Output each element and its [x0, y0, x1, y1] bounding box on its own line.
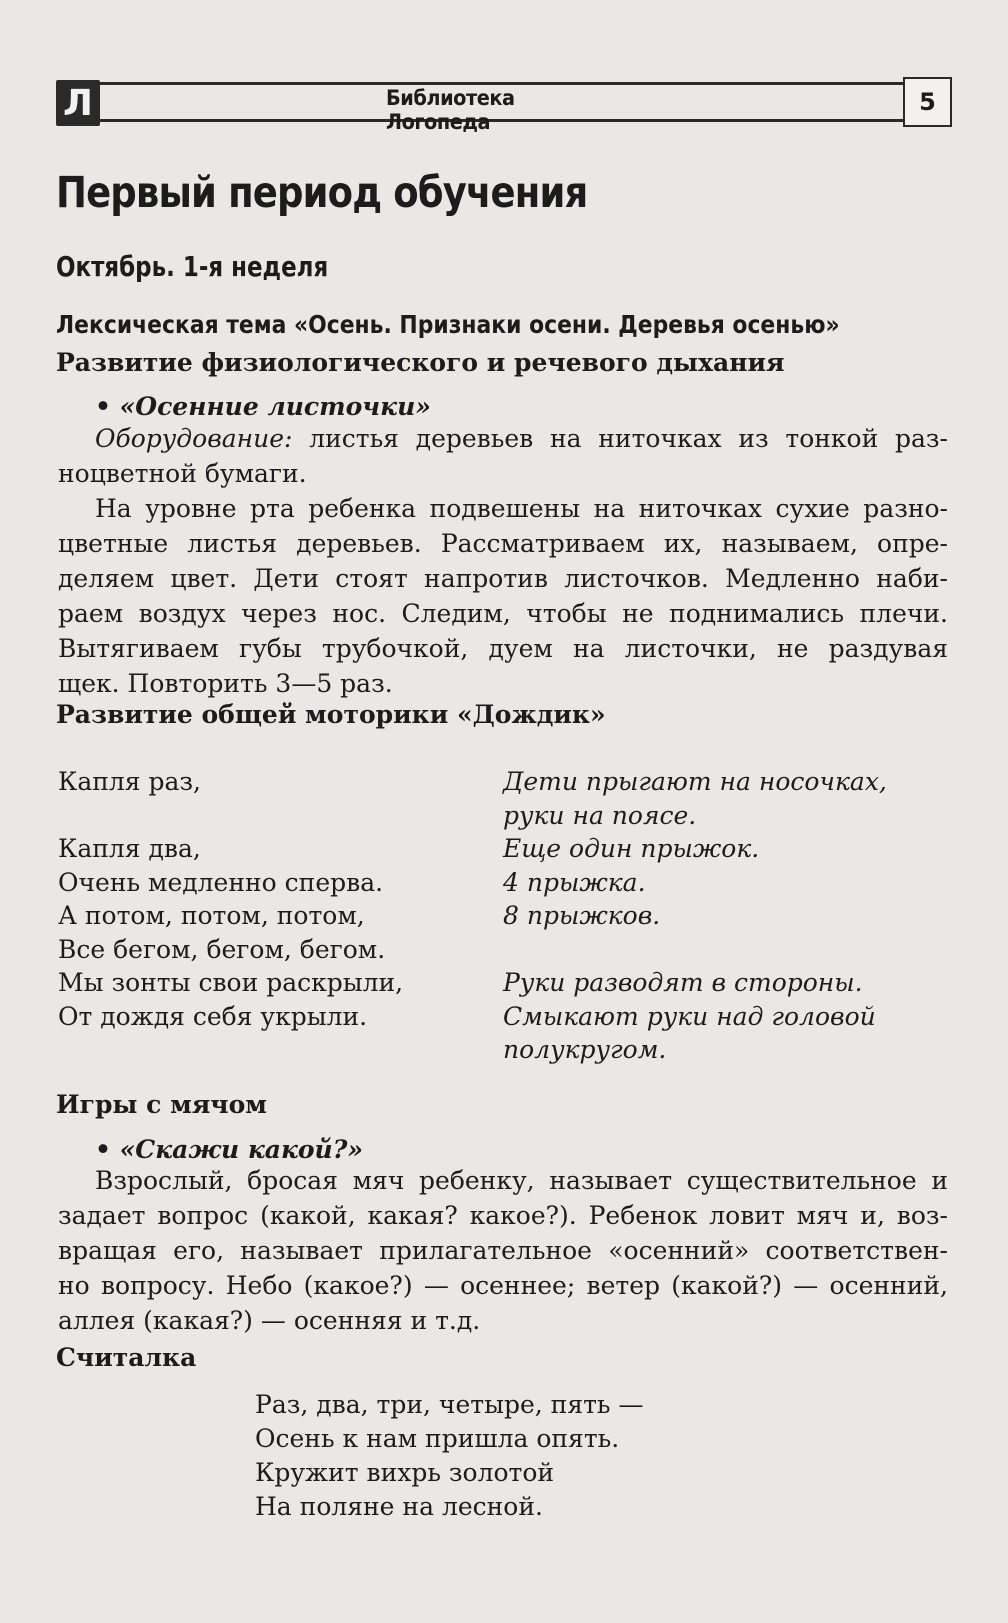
poem-action: [503, 933, 887, 967]
equipment-label: Оборудование:: [95, 424, 293, 453]
poem-action: Смыкают руки над головой: [503, 1001, 876, 1031]
poem-line: Мы зонты свои раскрыли,: [58, 968, 404, 997]
poem-action: Дети прыгают на носочках,: [503, 767, 887, 796]
description-line: деляем цвет. Дети стоят напротив листочков. Медленно наби-: [58, 564, 948, 593]
library-title: Библиотека Логопеда: [386, 86, 515, 134]
description-line: [58, 1163, 948, 1198]
description-line: [58, 491, 948, 526]
ball-game-title: • «Скажи какой?»: [95, 1135, 364, 1164]
description-line: задает вопрос (какой, какая? какое?). Ребенок ловит мяч и, воз-: [58, 1201, 948, 1230]
description-text: Взрослый, бросая мяч ребенку, называет существительное и: [95, 1166, 948, 1195]
breathing-game-title: • «Осенние листочки»: [95, 392, 431, 421]
equipment-line: [58, 421, 948, 456]
rhyme-line: Кружит вихрь золотой: [255, 1458, 555, 1487]
equipment-paragraph: [58, 421, 948, 491]
motor-heading: Развитие общей моторики «Дождик»: [56, 700, 606, 729]
poem-action: 8 прыжков.: [503, 901, 661, 930]
poem-action-column: [503, 765, 887, 1067]
week-heading: Октябрь. 1-я неделя: [56, 250, 329, 283]
page-number-text: 5: [919, 88, 936, 116]
description-text: На уровне рта ребенка подвешены на ниточках сухие разно-: [95, 494, 948, 523]
poem-line: Капля раз,: [58, 767, 202, 796]
poem-line: От дождя себя укрыли.: [58, 1001, 368, 1031]
rhyme-line: Осень к нам пришла опять.: [255, 1424, 620, 1453]
breathing-description: [58, 491, 948, 701]
breathing-heading: Развитие физиологического и речевого дыхания: [56, 348, 785, 377]
description-line: Вытягиваем губы трубочкой, дуем на листочки, не раздувая: [58, 634, 948, 663]
rhyme-line: Раз, два, три, четыре, пять —: [255, 1390, 644, 1419]
counting-rhyme-heading: Считалка: [56, 1343, 197, 1372]
counting-rhyme: [255, 1388, 643, 1524]
description-line: цветные листья деревьев. Рассматриваем их, называем, опре-: [58, 529, 948, 558]
poem-text-column: [58, 765, 403, 1033]
poem-action: полукругом.: [503, 1035, 667, 1064]
description-line: раем воздух через нос. Следим, чтобы не поднимались плечи.: [58, 599, 948, 628]
poem-line: Капля два,: [58, 834, 201, 863]
description-line: вращая его, называет прилагательное «осенний» соответствен-: [58, 1236, 948, 1265]
ball-game-description: [58, 1163, 948, 1338]
poem-line: [58, 799, 403, 833]
description-line: но вопросу. Небо (какое?) — осеннее; ветер (какой?) — осенний,: [58, 1271, 948, 1300]
poem-line: А потом, потом, потом,: [58, 901, 365, 930]
logo-letter: Л: [63, 82, 93, 124]
poem-action: 4 прыжка.: [503, 867, 646, 897]
library-logo: [56, 80, 100, 126]
poem-action: Руки разводят в стороны.: [503, 968, 863, 997]
page-number: [903, 77, 952, 127]
equipment-text: листья деревьев на ниточках из тонкой раз-: [309, 424, 948, 453]
poem-action: Еще один прыжок.: [503, 834, 760, 863]
poem-line: Очень медленно сперва.: [58, 867, 384, 897]
rhyme-line: На поляне на лесной.: [255, 1492, 543, 1521]
description-line: щек. Повторить 3—5 раз.: [58, 669, 393, 698]
poem-line: Все бегом, бегом, бегом.: [58, 934, 386, 964]
description-line: аллея (какая?) — осенняя и т.д.: [58, 1306, 481, 1335]
lexical-topic: Лексическая тема «Осень. Признаки осени. Деревья осенью»: [56, 310, 840, 339]
equipment-line: ноцветной бумаги.: [58, 459, 307, 488]
ball-games-heading: Игры с мячом: [56, 1090, 267, 1119]
chapter-title: Первый период обучения: [56, 168, 588, 218]
poem-action: руки на поясе.: [503, 800, 697, 830]
